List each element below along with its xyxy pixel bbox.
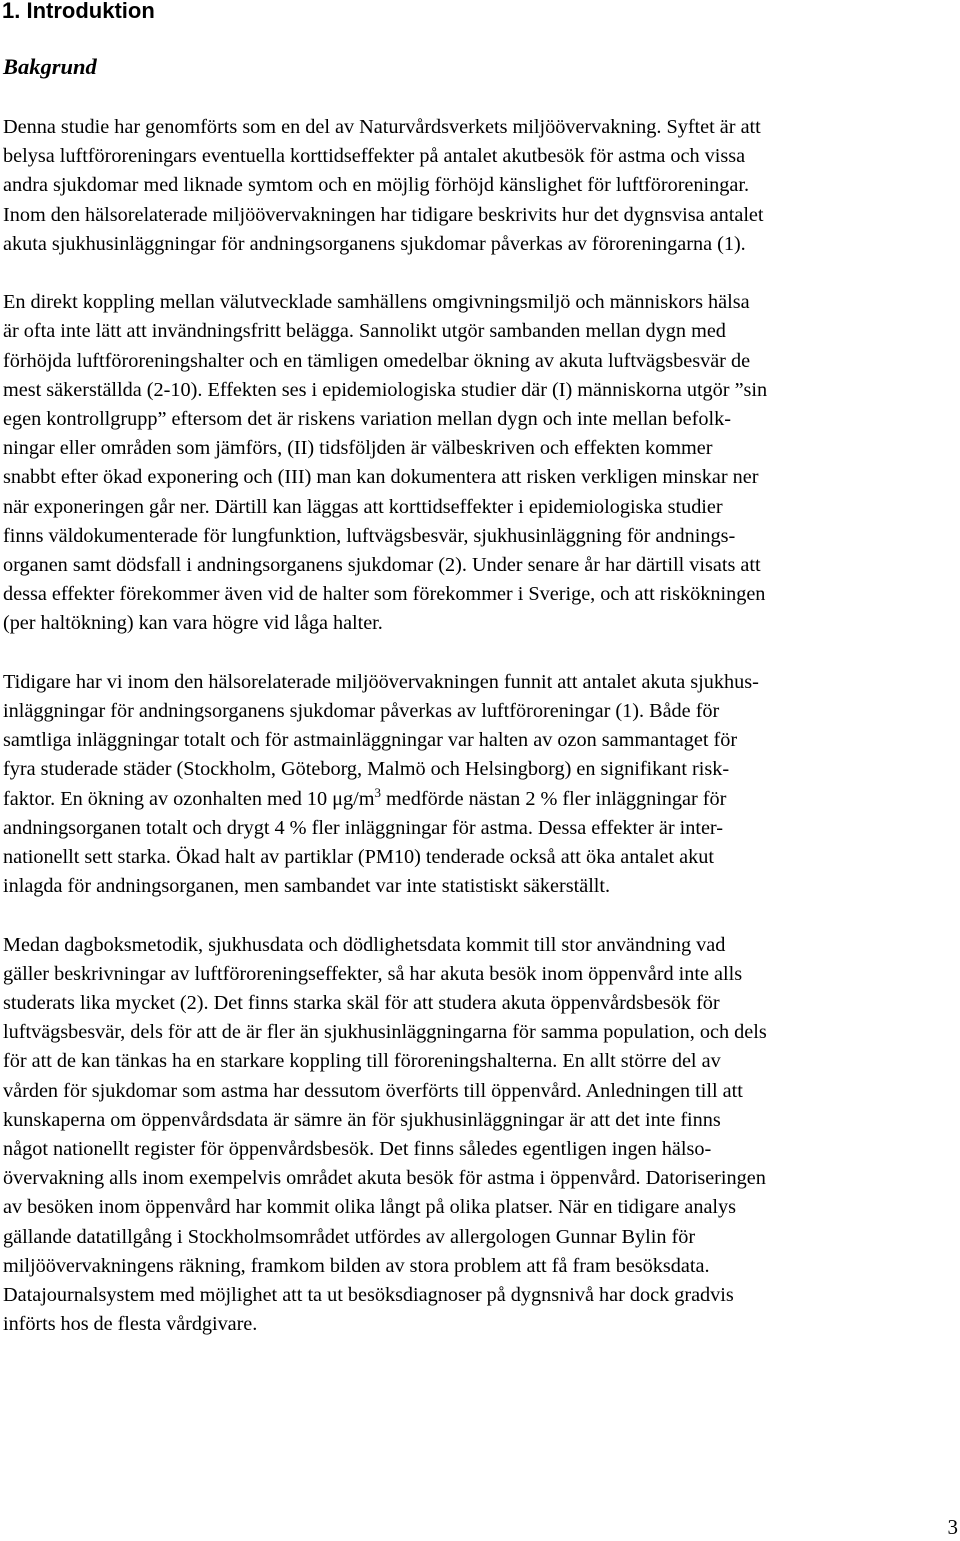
text-line: (per haltökning) kan vara högre vid låga halter. <box>3 612 383 635</box>
text-line: Medan dagboksmetodik, sjukhusdata och dödlighetsdata kommit till stor användning vad <box>3 933 726 956</box>
text-line: andningsorganen totalt och drygt 4 % fler inläggningar för astma. Dessa effekter är inter- <box>3 816 723 839</box>
page-number: 3 <box>947 1515 958 1539</box>
text-line: övervakning alls inom exempelvis området akuta besök för astma i öppenvård. Datoriseringen <box>3 1167 766 1190</box>
section-heading: 1. Introduktion <box>2 0 155 23</box>
text-line: ningar eller områden som jämförs, (II) tidsföljden är välbeskriven och effekten kommer <box>3 437 713 460</box>
text-line: belysa luftföroreningars eventuella korttidseffekter på antalet akutbesök för astma och vissa <box>3 145 746 168</box>
paragraph <box>3 668 960 902</box>
text-line: organen samt dödsfall i andningsorganens sjukdomar (2). Under senare år har därtill visats att <box>3 554 761 577</box>
text-line: miljöövervakningens räkning, framkom bilden av stora problem att få fram besöksdata. <box>3 1254 710 1277</box>
text-line: något nationellt register för öppenvårdsbesök. Det finns således egentligen ingen hälso- <box>3 1138 712 1161</box>
text-line: luftvägsbesvär, dels för att de är fler än sjukhusinläggningarna för samma population, och dels <box>3 1021 767 1044</box>
paragraph <box>3 113 960 259</box>
superscript: 3 <box>374 784 381 800</box>
text-line: för att de kan tänkas ha en starkare koppling till föroreningshalterna. En allt större del av <box>3 1050 721 1073</box>
text-line: dessa effekter förekommer även vid de halter som förekommer i Sverige, och att riskökningen <box>3 583 766 606</box>
text-line: förhöjda luftföroreningshalter och en tämligen omedelbar ökning av akuta luftvägsbesvär de <box>3 349 751 372</box>
text-line: inläggningar för andningsorganens sjukdomar påverkas av luftföroreningar (1). Både för <box>3 700 720 723</box>
text-line <box>3 785 960 814</box>
text-line: av besöken inom öppenvård har kommit olika långt på olika platser. När en tidigare analys <box>3 1196 737 1219</box>
text-line: finns väldokumenterade för lungfunktion, luftvägsbesvär, sjukhusinläggning för andnings- <box>3 524 736 547</box>
text-line: införts hos de flesta vårdgivare. <box>3 1313 258 1336</box>
text-line: studerats lika mycket (2). Det finns starka skäl för att studera akuta öppenvårdsbesök för <box>3 992 720 1015</box>
text-line: mest säkerställda (2-10). Effekten ses i epidemiologiska studier där (I) människorna utgör ”sin <box>3 378 768 401</box>
text-line: akuta sjukhusinläggningar för andningsorganens sjukdomar påverkas av föroreningarna (1). <box>3 232 746 255</box>
text-line: snabbt efter ökad exponering och (III) man kan dokumentera att risken verkligen minskar ner <box>3 466 759 489</box>
text-segment: medförde nästan 2 % fler inläggningar för <box>380 787 727 810</box>
text-line: samtliga inläggningar totalt och för astmainläggningar var halten av ozon sammantaget för <box>3 729 738 752</box>
paragraph <box>3 288 960 638</box>
text-line: inlagda för andningsorganen, men sambandet var inte statistiskt säkerställt. <box>3 875 611 898</box>
text-line: vården för sjukdomar som astma har dessutom överförts till öppenvård. Anledningen till att <box>3 1079 743 1102</box>
text-line: kunskaperna om öppenvårdsdata är sämre än för sjukhusinläggningar är att det inte finns <box>3 1108 721 1131</box>
text-line: Denna studie har genomförts som en del av Naturvårdsverkets miljöövervakning. Syftet är att <box>3 116 761 138</box>
text-line: nationellt sett starka. Ökad halt av partiklar (PM10) tenderade också att öka antalet akut <box>3 846 714 869</box>
body-text <box>3 113 960 1369</box>
text-line: andra sjukdomar med liknade symtom och en möjlig förhöjd känslighet för luftföroreningar. <box>3 174 750 197</box>
text-line: Inom den hälsorelaterade miljöövervakningen har tidigare beskrivits hur det dygnsvisa antalet <box>3 203 764 226</box>
text-line: är ofta inte lätt att invändningsfritt belägga. Sannolikt utgör sambanden mellan dygn med <box>3 320 726 343</box>
text-line: när exponeringen går ner. Därtill kan läggas att korttidseffekter i epidemiologiska studier <box>3 495 723 518</box>
text-line: fyra studerade städer (Stockholm, Göteborg, Malmö och Helsingborg) en signifikant risk- <box>3 758 730 781</box>
text-line: gäller beskrivningar av luftföroreningseffekter, så har akuta besök inom öppenvård inte alls <box>3 962 743 985</box>
text-line: Tidigare har vi inom den hälsorelaterade miljöövervakningen funnit att antalet akuta sjukhus- <box>3 670 759 693</box>
text-line: gällande datatillgång i Stockholmsområdet utfördes av allergologen Gunnar Bylin för <box>3 1225 696 1248</box>
paragraph <box>3 931 960 1340</box>
text-segment: faktor. En ökning av ozonhalten med 10 μg/m <box>3 787 375 810</box>
text-line: egen kontrollgrupp” eftersom det är riskens variation mellan dygn och inte mellan befolk- <box>3 408 731 431</box>
text-line: Datajournalsystem med möjlighet att ta ut besöksdiagnoser på dygnsnivå har dock gradvis <box>3 1284 734 1307</box>
text-line: En direkt koppling mellan välutvecklade samhällens omgivningsmiljö och människors hälsa <box>3 291 750 314</box>
subheading: Bakgrund <box>3 54 97 79</box>
